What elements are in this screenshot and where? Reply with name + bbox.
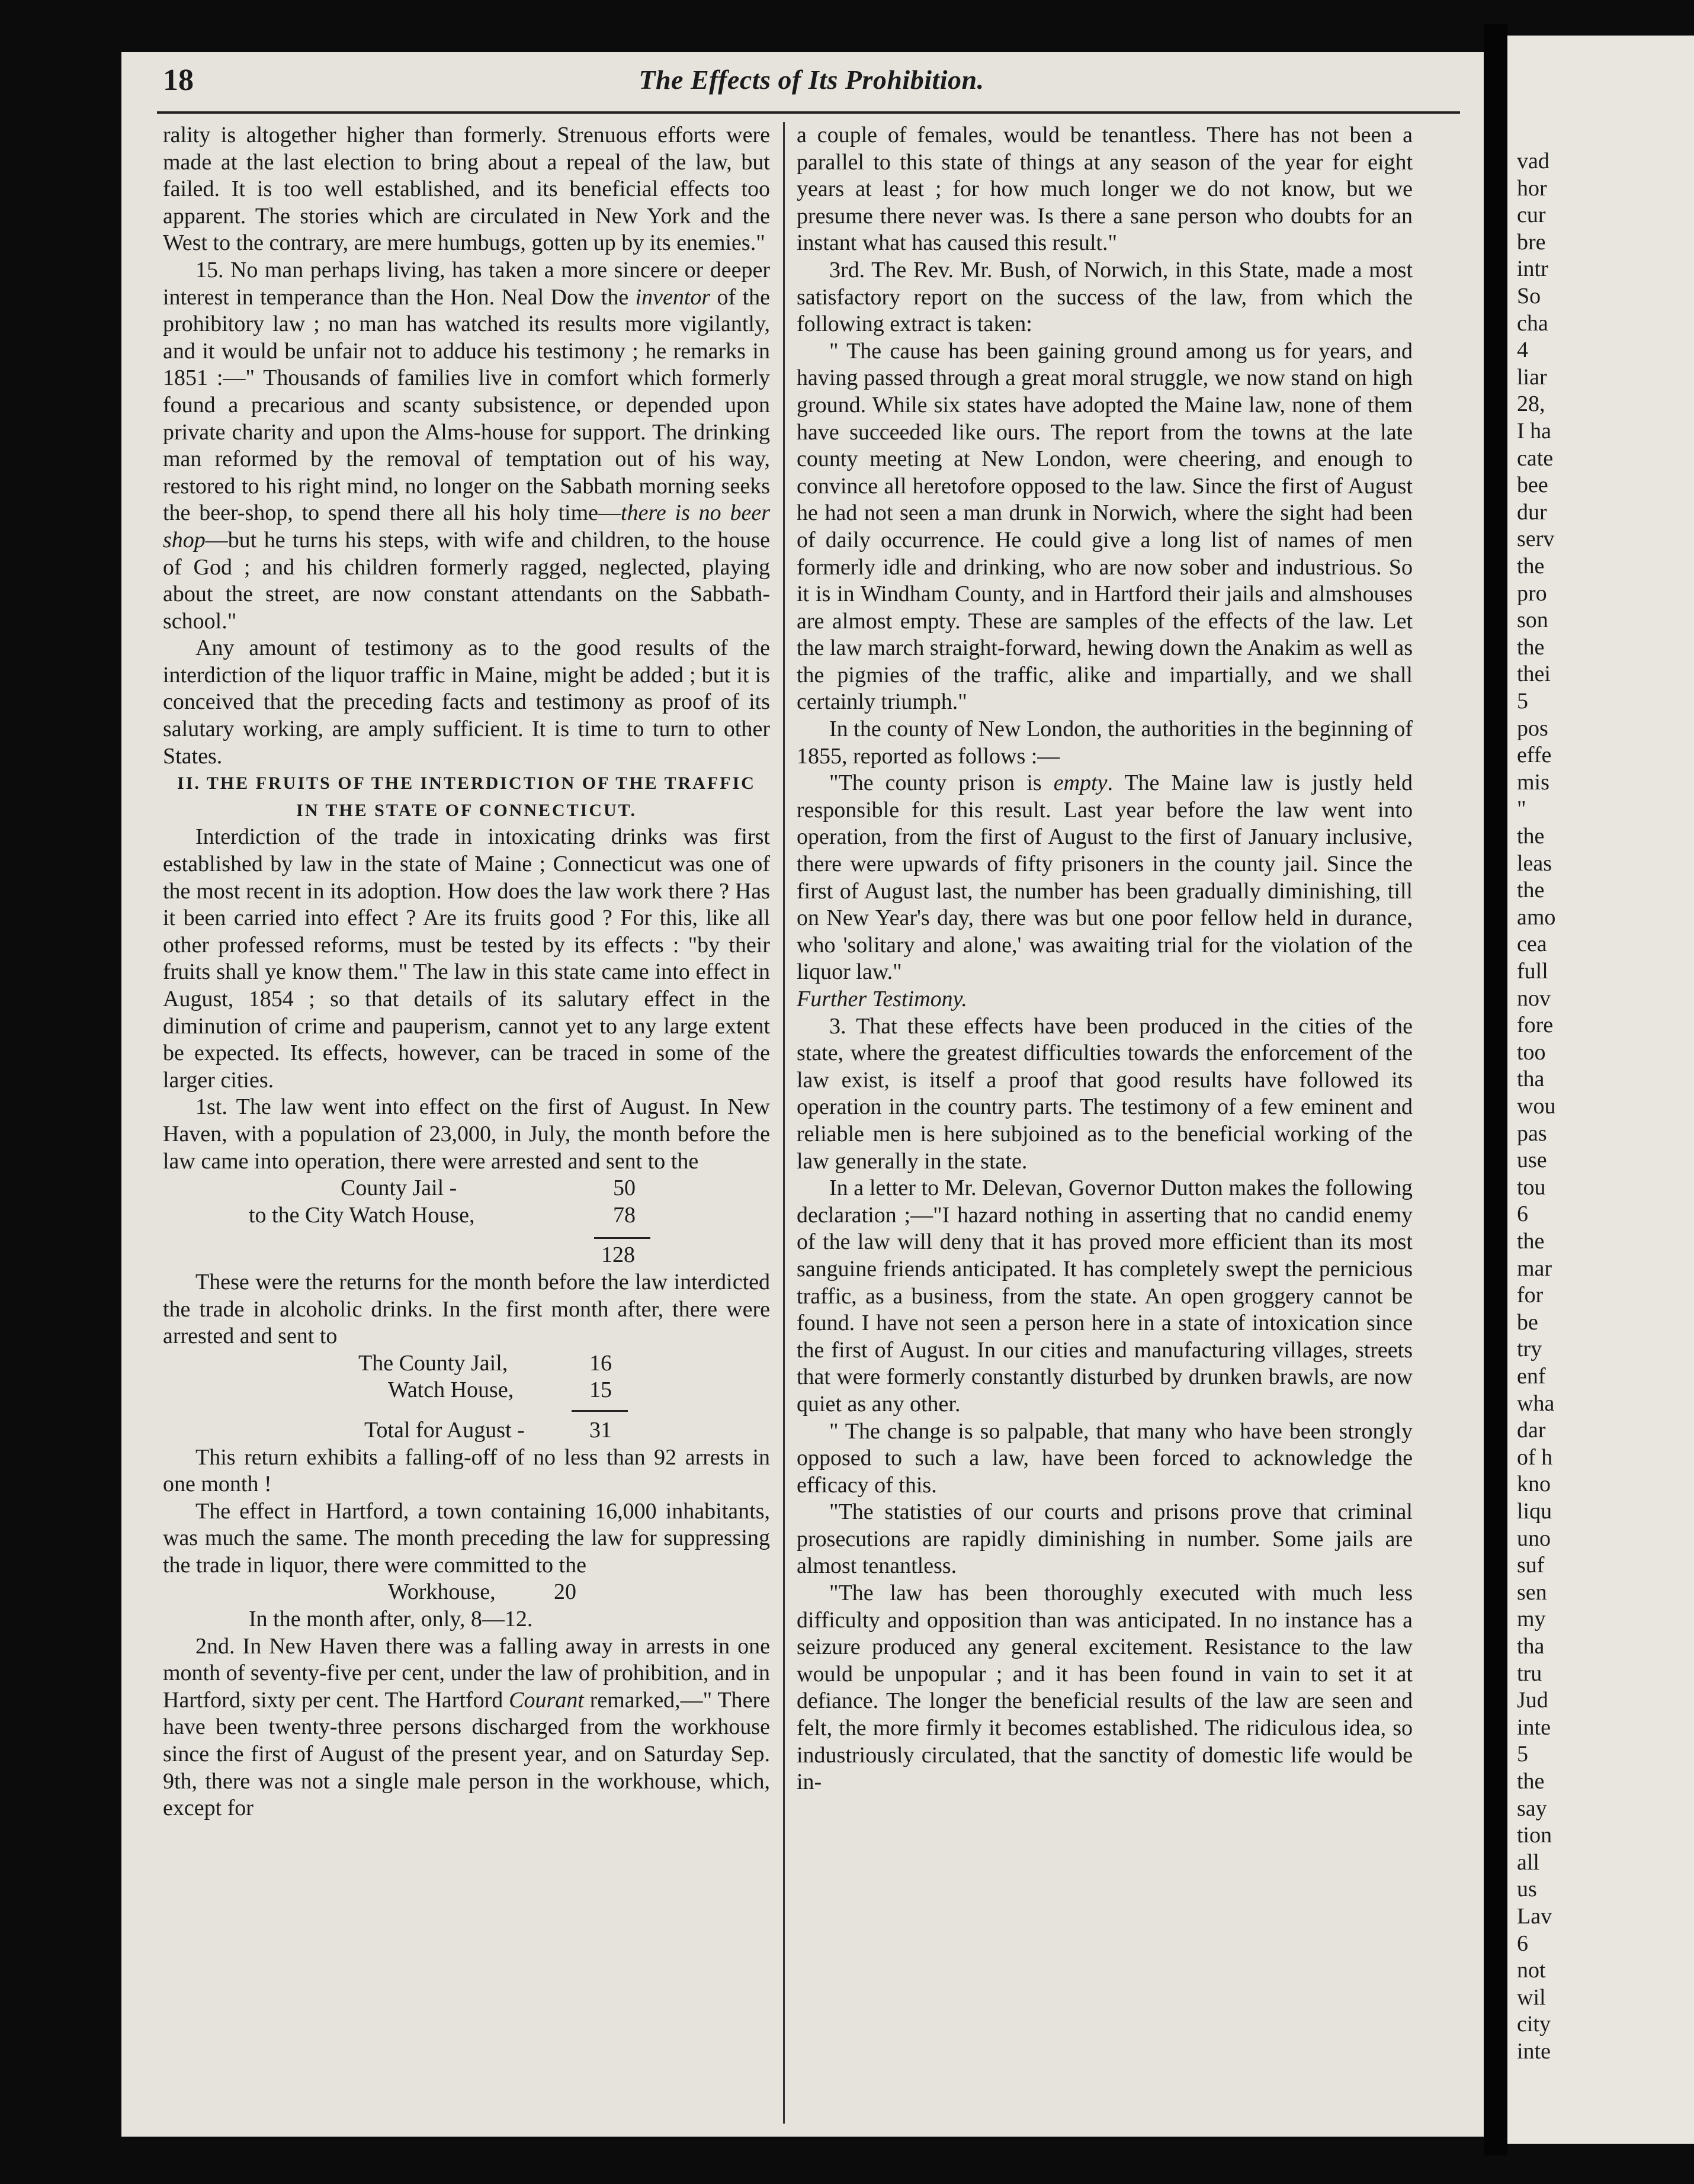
facing-page-line-fragment: son	[1517, 608, 1548, 633]
facing-page-line-fragment: 6	[1517, 1202, 1528, 1227]
facing-page-line-fragment: use	[1517, 1148, 1547, 1173]
facing-page-line-fragment: effe	[1517, 743, 1552, 768]
facing-page-line-fragment: fore	[1517, 1013, 1554, 1038]
facing-page-line-fragment: 4	[1517, 338, 1528, 363]
table-total: 128	[601, 1242, 635, 1268]
facing-page-fragment	[1507, 36, 1694, 2144]
paragraph: 3. That these effects have been produced in the cities of the state, where the greatest difficulties towards the enforcement of the law exist, is itself a proof that good results have followed its operation in the country parts. The testimony of a few eminent and reliable men is here subjoined as to the beneficial working of the law generally in the state.	[797, 1013, 1413, 1174]
subheading: Further Testimony.	[797, 987, 967, 1011]
facing-page-line-fragment: 28,	[1517, 391, 1545, 417]
facing-page-line-fragment: So	[1517, 284, 1541, 309]
table-row: The County Jail, 16	[358, 1350, 612, 1376]
table-total: Total for August - 31	[364, 1417, 612, 1443]
paragraph: 15. No man perhaps living, has taken a more sincere or deeper interest in temperance than the Hon. Neal Dow the inventor of the prohibitory law ; no man has watched its results more vigilantly, and it would be unfair not to adduce his testimony ; he remarks in 1851 :—" Thousands of families live in comfort which formerly found a precarious and scanty subsistence, or depended upon private charity and upon the Alms-house for support. The drinking man reformed by the removal of temptation out of his way, restored to his right mind, no longer on the Sabbath morning seeks the beer-shop, to spend there all his holy time—there is no beer shop—but he turns his steps, with wife and children, to the house of God ; and his children formerly ragged, neglected, playing about the street, are now constant attendants on the Sabbath-school."	[163, 257, 770, 634]
facing-page-line-fragment: not	[1517, 1958, 1546, 1983]
facing-page-line-fragment: tou	[1517, 1174, 1546, 1200]
paragraph: In the county of New London, the authorities in the beginning of 1855, reported as follows :—	[797, 717, 1413, 769]
facing-page-line-fragment: bre	[1517, 229, 1546, 255]
paragraph: " The change is so palpable, that many who have been strongly opposed to such a law, have been forced to acknowledge the efficacy of this.	[797, 1418, 1413, 1498]
facing-page-line-fragment: say	[1517, 1796, 1547, 1821]
facing-page-line-fragment: mis	[1517, 769, 1549, 795]
facing-page-line-fragment: intr	[1517, 256, 1548, 282]
facing-page-line-fragment: cea	[1517, 932, 1547, 957]
facing-page-line-fragment: all	[1517, 1849, 1539, 1875]
facing-page-line-fragment: liqu	[1517, 1499, 1552, 1524]
facing-page-line-fragment: for	[1517, 1283, 1544, 1308]
facing-page-line-fragment: tru	[1517, 1661, 1542, 1686]
facing-page-line-fragment: of h	[1517, 1444, 1553, 1470]
paragraph: " The cause has been gaining ground among us for years, and having passed through a great moral struggle, we now stand on high ground. While six states have adopted the Maine law, none of them have succeeded like ours. The report from the towns at the late county meeting at New London, were cheering, and enough to convince all heretofore opposed to the law. Since the first of August he had not seen a man drunk in Norwich, where the sight had been of daily occurrence. He could give a long list of names of men formerly idle and drinking, who are now sober and industrious. So it is in Windham County, and in Hartford their jails and almshouses are almost empty. These are samples of the effects of the law. Let the law march straight-forward, hewing down the Anakim as well as the pigmies of the traffic, alike and impartially, and we shall certainly triumph."	[797, 338, 1413, 715]
facing-page-line-fragment: I ha	[1517, 419, 1552, 444]
facing-page-line-fragment: my	[1517, 1607, 1546, 1632]
facing-page-line-fragment: cur	[1517, 203, 1546, 228]
left-column	[163, 122, 770, 1822]
paragraph: This return exhibits a falling-off of no less than 92 arrests in one month !	[163, 1444, 770, 1497]
facing-page-line-fragment: nov	[1517, 985, 1551, 1011]
facing-page-line-fragment: the	[1517, 634, 1545, 660]
paragraph: a couple of females, would be tenantless. There has not been a parallel to this state of things at any season of the year for eight years at least ; for how much longer we do not know, but we presume there never was. Is there a sane person who doubts for an instant what has caused this result."	[797, 123, 1413, 256]
facing-page-line-fragment: wil	[1517, 1984, 1546, 2010]
facing-page-line-fragment: bee	[1517, 473, 1548, 498]
paragraph: "The statisties of our courts and prisons prove that criminal prosecutions are rapidly diminishing in number. Some jails are almost tenantless.	[797, 1499, 1413, 1579]
facing-page-line-fragment: cate	[1517, 445, 1554, 471]
paragraph: The effect in Hartford, a town containing 16,000 inhabitants, was much the same. The month preceding the law for suppressing the trade in liquor, there were committed to the	[163, 1498, 770, 1578]
facing-page-line-fragment: vad	[1517, 149, 1549, 174]
facing-page-line-fragment: city	[1517, 2012, 1551, 2037]
paragraph: 3rd. The Rev. Mr. Bush, of Norwich, in this State, made a most satisfactory report on the success of the law, from which the following extract is taken:	[797, 257, 1413, 337]
facing-page-line-fragment: "	[1517, 796, 1526, 822]
book-page	[121, 52, 1484, 2137]
facing-page-line-fragment: 5	[1517, 1742, 1528, 1767]
facing-page-line-fragment: too	[1517, 1039, 1546, 1065]
table-row: Watch House, 15	[388, 1377, 612, 1403]
facing-page-line-fragment: us	[1517, 1877, 1537, 1902]
facing-page-line-fragment: tha	[1517, 1067, 1545, 1092]
facing-page-line-fragment: the	[1517, 824, 1545, 849]
paragraph: 2nd. In New Haven there was a falling away in arrests in one month of seventy-five per cent, under the law of prohibition, and in Hartford, sixty per cent. The Hartford Courant remarked,—" There have been twenty-three persons discharged from the workhouse since the first of August of the present year, and on Saturday Sep. 9th, there was not a single male person in the workhouse, which, except for	[163, 1633, 771, 1821]
facing-page-line-fragment: the	[1517, 1229, 1545, 1254]
facing-page-line-fragment: the	[1517, 554, 1545, 579]
section-heading: II. THE FRUITS OF THE INTERDICTION OF THE TRAFFIC IN THE STATE OF CONNECTICUT.	[177, 773, 756, 820]
facing-page-line-fragment: serv	[1517, 526, 1555, 552]
facing-page-line-fragment: enf	[1517, 1364, 1546, 1389]
facing-page-line-fragment: inte	[1517, 2039, 1551, 2064]
sum-rule-row	[163, 1229, 770, 1242]
paragraph: "The county prison is empty. The Maine law is justly held responsible for this result. Last year before the law went into operation, from the first of August to the first of January inclusive, there were upwards of fifty prisoners in the county jail. Since the first of August last, the number has been gradually diminishing, till on New Year's day, there was but one poor fellow held in durance, who 'solitary and alone,' was awaiting trial for the violation of the liquor law."	[797, 770, 1413, 985]
facing-page-line-fragment: the	[1517, 878, 1545, 903]
right-column	[797, 122, 1413, 1796]
facing-page-line-fragment: mar	[1517, 1255, 1552, 1281]
facing-page-line-fragment: sen	[1517, 1579, 1547, 1605]
facing-page-line-fragment: pro	[1517, 580, 1547, 606]
facing-page-line-fragment: 6	[1517, 1931, 1528, 1956]
header-rule	[157, 111, 1460, 114]
facing-page-line-fragment: tha	[1517, 1634, 1545, 1659]
table-row: In the month after, only, 8—12.	[249, 1607, 533, 1632]
running-title: The Effects of Its Prohibition.	[639, 65, 984, 95]
facing-page-line-fragment: kno	[1517, 1472, 1551, 1497]
table-row: County Jail - 50	[341, 1175, 636, 1201]
facing-page-line-fragment: be	[1517, 1309, 1538, 1335]
facing-page-line-fragment: Lav	[1517, 1904, 1552, 1929]
facing-page-line-fragment: try	[1517, 1337, 1542, 1362]
paragraph: "The law has been thoroughly executed with much less difficulty and opposition than was anticipated. In no instance has a seizure produced any general excitement. Resistance to the law would be unpopular ; and it has been found in vain to set it at defiance. The longer the beneficial results of the law are seen and felt, the more firmly it becomes established. The ridiculous idea, so industriously circulated, that the sanctity of domestic life would be in-	[797, 1581, 1413, 1795]
facing-page-line-fragment: inte	[1517, 1714, 1551, 1740]
sum-rule-row	[163, 1404, 770, 1417]
facing-page-line-fragment: suf	[1517, 1553, 1545, 1578]
facing-page-line-fragment: uno	[1517, 1525, 1551, 1551]
paragraph: In a letter to Mr. Delevan, Governor Dutton makes the following declaration ;—"I hazard nothing in asserting that no candid enemy of the law will deny that it has proved more efficient than its most sanguine friends anticipated. It has completely swept the pernicious traffic, as a business, from the state. An open groggery cannot be found. I have not seen a person here in a state of intoxication since the first of August. In our cities and manufacturing villages, streets that were formerly constantly disturbed by drunken brawls, are now quiet as any other.	[797, 1175, 1413, 1417]
facing-page-line-fragment: tion	[1517, 1823, 1552, 1848]
paragraph: These were the returns for the month before the law interdicted the trade in alcoholic drinks. In the first month after, there were arrested and sent to	[163, 1269, 770, 1349]
facing-page-line-fragment: dur	[1517, 499, 1547, 525]
facing-page-line-fragment: the	[1517, 1769, 1545, 1794]
table-row: to the City Watch House, 78	[249, 1202, 636, 1228]
table-row: Workhouse, 20	[388, 1579, 576, 1605]
facing-page-line-fragment: hor	[1517, 175, 1547, 201]
facing-page-line-fragment: dar	[1517, 1418, 1546, 1443]
facing-page-line-fragment: full	[1517, 959, 1548, 984]
facing-page-line-fragment: wou	[1517, 1094, 1556, 1119]
paragraph: Interdiction of the trade in intoxicating drinks was first established by law in the state of Maine ; Connecticut was one of the most recent in its adoption. How does the law work there ? Has it been carried into effect ? Are its fruits good ? For this, like all other professed reforms, must be tested by its effects : "by their fruits shall ye know them." The law in this state came into effect in August, 1854 ; so that details of its salutary effect in the diminution of crime and pauperism, cannot yet to any large extent be expected. Its effects, however, can be traced in some of the larger cities.	[163, 824, 770, 1093]
page-number: 18	[163, 63, 194, 97]
page-header	[163, 63, 1460, 110]
facing-page-line-fragment: thei	[1517, 661, 1551, 687]
facing-page-line-fragment: wha	[1517, 1390, 1555, 1416]
facing-page-line-fragment: liar	[1517, 364, 1547, 390]
facing-page-line-fragment: pos	[1517, 715, 1548, 741]
paragraph: rality is altogether higher than formerly. Strenuous efforts were made at the last election to bring about a repeal of the law, but failed. It is too well established, and its beneficial effects too apparent. The stories which are circulated in New York and the West to the contrary, are mere humbugs, gotten up by its enemies."	[163, 123, 770, 256]
facing-page-line-fragment: 5	[1517, 689, 1528, 714]
paragraph: 1st. The law went into effect on the first of August. In New Haven, with a population of 23,000, in July, the month before the law came into operation, there were arrested and sent to the	[163, 1094, 770, 1174]
facing-page-line-fragment: leas	[1517, 850, 1552, 876]
paragraph: Any amount of testimony as to the good results of the interdiction of the liquor traffic in Maine, might be added ; but it is conceived that the preceding facts and testimony as proof of its salutary working, are amply sufficient. It is time to turn to other States.	[163, 635, 770, 769]
facing-page-line-fragment: amo	[1517, 904, 1556, 930]
facing-page-line-fragment: pas	[1517, 1120, 1547, 1146]
column-rule	[783, 122, 785, 2124]
facing-page-line-fragment: cha	[1517, 310, 1548, 336]
facing-page-line-fragment: Jud	[1517, 1688, 1548, 1713]
page-gutter	[1484, 24, 1507, 2156]
